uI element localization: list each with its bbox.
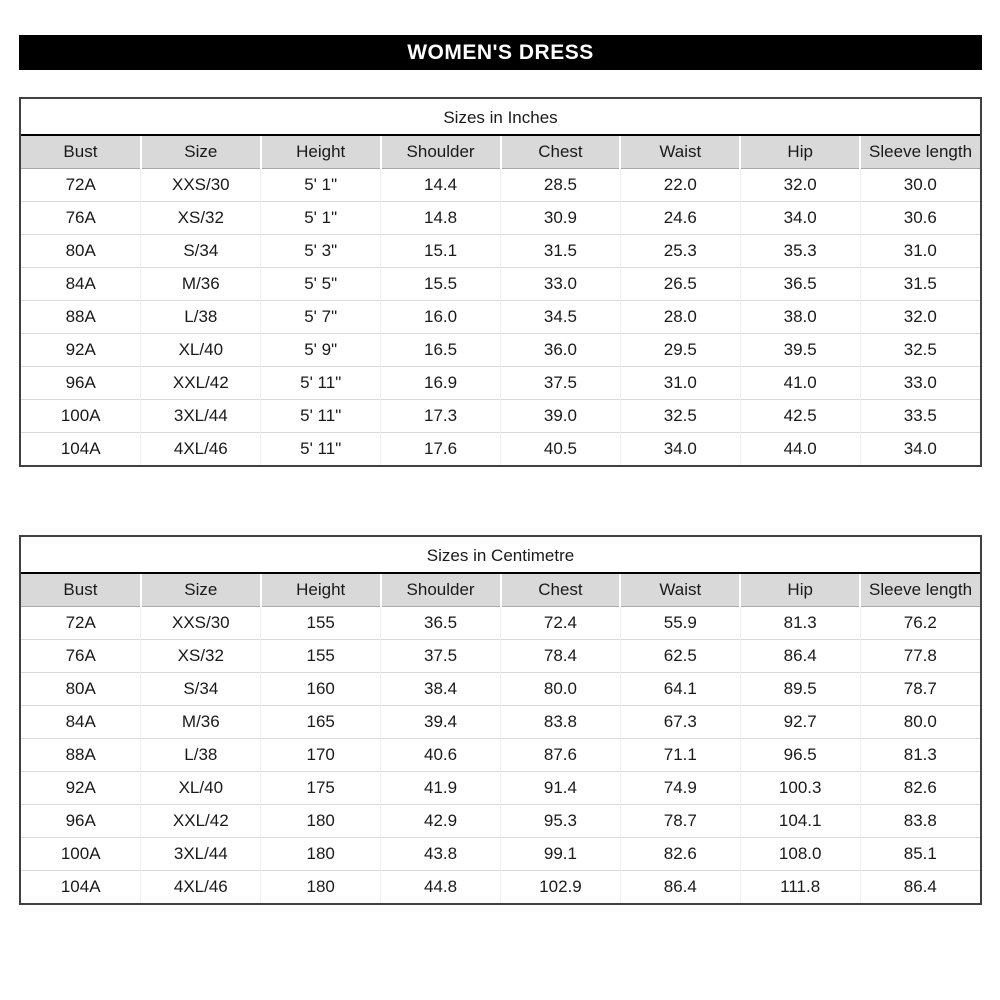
table-cell-shoulder: 38.4 [381, 672, 501, 705]
table-cell-shoulder: 44.8 [381, 870, 501, 903]
table-cell-chest: 40.5 [501, 432, 621, 465]
table-cell-height: 165 [261, 705, 381, 738]
table-cell-hip: 92.7 [740, 705, 860, 738]
table-cell-size: 3XL/44 [141, 399, 261, 432]
table-cell-chest: 36.0 [501, 333, 621, 366]
table-cell-shoulder: 16.9 [381, 366, 501, 399]
table-cell-bust: 104A [21, 870, 141, 903]
table-cell-bust: 96A [21, 804, 141, 837]
table-cell-sleeve-length: 32.0 [860, 300, 980, 333]
table-cell-shoulder: 17.6 [381, 432, 501, 465]
table-cell-waist: 24.6 [620, 201, 740, 234]
column-header-bust: Bust [21, 136, 141, 168]
table-cell-chest: 91.4 [501, 771, 621, 804]
table-cell-height: 5' 11" [261, 399, 381, 432]
table-row [21, 738, 980, 771]
table-cell-size: 3XL/44 [141, 837, 261, 870]
table-cell-height: 5' 3" [261, 234, 381, 267]
table-row [21, 432, 980, 465]
table-cell-sleeve-length: 34.0 [860, 432, 980, 465]
table-cell-waist: 25.3 [620, 234, 740, 267]
table-cell-height: 5' 1" [261, 201, 381, 234]
table-cell-hip: 89.5 [740, 672, 860, 705]
table-cell-bust: 76A [21, 201, 141, 234]
table-cell-hip: 111.8 [740, 870, 860, 903]
column-header-size: Size [141, 574, 261, 606]
table-cell-height: 180 [261, 837, 381, 870]
table-cell-sleeve-length: 31.5 [860, 267, 980, 300]
table-cell-size: XXS/30 [141, 606, 261, 639]
table-cell-shoulder: 16.5 [381, 333, 501, 366]
table-cell-hip: 81.3 [740, 606, 860, 639]
table-cell-chest: 37.5 [501, 366, 621, 399]
table-cell-hip: 39.5 [740, 333, 860, 366]
table-cell-size: XL/40 [141, 333, 261, 366]
column-header-shoulder: Shoulder [381, 136, 501, 168]
table-row [21, 267, 980, 300]
page-title: WOMEN'S DRESS [407, 40, 594, 64]
table-row [21, 837, 980, 870]
table-cell-chest: 39.0 [501, 399, 621, 432]
table-row [21, 366, 980, 399]
table-cell-bust: 92A [21, 333, 141, 366]
table-cell-height: 175 [261, 771, 381, 804]
table-cell-waist: 74.9 [620, 771, 740, 804]
table-row [21, 201, 980, 234]
table-cell-sleeve-length: 85.1 [860, 837, 980, 870]
table-cell-size: L/38 [141, 300, 261, 333]
table-row [21, 234, 980, 267]
table-cell-sleeve-length: 86.4 [860, 870, 980, 903]
table-cell-hip: 42.5 [740, 399, 860, 432]
table-cell-chest: 72.4 [501, 606, 621, 639]
table-cell-chest: 28.5 [501, 168, 621, 201]
table-cell-hip: 44.0 [740, 432, 860, 465]
column-header-size: Size [141, 136, 261, 168]
column-header-bust: Bust [21, 574, 141, 606]
table-cell-hip: 32.0 [740, 168, 860, 201]
table-cell-sleeve-length: 82.6 [860, 771, 980, 804]
table-row [21, 606, 980, 639]
table-cell-shoulder: 15.5 [381, 267, 501, 300]
table-cell-height: 160 [261, 672, 381, 705]
table-cell-shoulder: 15.1 [381, 234, 501, 267]
table-cell-chest: 102.9 [501, 870, 621, 903]
table-row [21, 333, 980, 366]
table-cell-sleeve-length: 76.2 [860, 606, 980, 639]
table-row [21, 771, 980, 804]
table-cell-chest: 31.5 [501, 234, 621, 267]
column-header-chest: Chest [501, 574, 621, 606]
table-cell-sleeve-length: 30.6 [860, 201, 980, 234]
table-cell-chest: 87.6 [501, 738, 621, 771]
column-header-hip: Hip [740, 136, 860, 168]
table-cell-sleeve-length: 32.5 [860, 333, 980, 366]
table-cell-hip: 96.5 [740, 738, 860, 771]
table-cell-sleeve-length: 81.3 [860, 738, 980, 771]
table-cell-bust: 88A [21, 300, 141, 333]
table-cell-height: 170 [261, 738, 381, 771]
table-cell-size: M/36 [141, 705, 261, 738]
table-cell-size: S/34 [141, 672, 261, 705]
table-cell-shoulder: 41.9 [381, 771, 501, 804]
column-header-shoulder: Shoulder [381, 574, 501, 606]
table-cell-height: 5' 11" [261, 366, 381, 399]
table-sizes-in-inches [19, 97, 982, 467]
table-cell-bust: 76A [21, 639, 141, 672]
column-header-row [21, 574, 980, 606]
table-cell-shoulder: 16.0 [381, 300, 501, 333]
table-cell-height: 155 [261, 606, 381, 639]
table-cell-waist: 78.7 [620, 804, 740, 837]
table-cell-sleeve-length: 33.0 [860, 366, 980, 399]
table-cell-height: 5' 1" [261, 168, 381, 201]
table-cell-hip: 38.0 [740, 300, 860, 333]
table-cell-sleeve-length: 30.0 [860, 168, 980, 201]
table-cell-size: XXL/42 [141, 804, 261, 837]
table-cell-height: 180 [261, 870, 381, 903]
table-cell-size: XXL/42 [141, 366, 261, 399]
table-cell-bust: 96A [21, 366, 141, 399]
table-cell-hip: 100.3 [740, 771, 860, 804]
table-cell-bust: 84A [21, 267, 141, 300]
table-row [21, 300, 980, 333]
column-header-sleeve-length: Sleeve length [860, 136, 980, 168]
column-header-waist: Waist [620, 574, 740, 606]
table-cell-waist: 67.3 [620, 705, 740, 738]
table-cell-hip: 36.5 [740, 267, 860, 300]
table-cell-size: XL/40 [141, 771, 261, 804]
table-cell-chest: 80.0 [501, 672, 621, 705]
table-cell-bust: 80A [21, 234, 141, 267]
table-cell-waist: 28.0 [620, 300, 740, 333]
column-header-chest: Chest [501, 136, 621, 168]
table-cell-size: XS/32 [141, 639, 261, 672]
table-cell-bust: 88A [21, 738, 141, 771]
table-cell-bust: 100A [21, 399, 141, 432]
table-row [21, 168, 980, 201]
table-row [21, 870, 980, 903]
column-header-height: Height [261, 136, 381, 168]
table-cell-hip: 86.4 [740, 639, 860, 672]
table-cell-hip: 108.0 [740, 837, 860, 870]
table-cell-bust: 72A [65, 612, 96, 632]
table-row [21, 804, 980, 837]
table-cell-chest: 78.4 [501, 639, 621, 672]
table-cell-height: 5' 5" [261, 267, 381, 300]
centimetre-table [21, 574, 980, 903]
table-cell-size: 4XL/46 [141, 432, 261, 465]
column-header-height: Height [261, 574, 381, 606]
table-cell-height: 155 [261, 639, 381, 672]
table-cell-shoulder: 39.4 [381, 705, 501, 738]
table-cell-hip: 104.1 [740, 804, 860, 837]
table-cell-shoulder: 36.5 [381, 606, 501, 639]
table-cell-waist: 82.6 [620, 837, 740, 870]
table-cell-shoulder: 42.9 [381, 804, 501, 837]
table-cell-waist: 86.4 [620, 870, 740, 903]
table-cell-sleeve-length: 83.8 [860, 804, 980, 837]
table-cell-sleeve-length: 80.0 [860, 705, 980, 738]
column-header-row [21, 136, 980, 168]
table-cell-chest: 30.9 [501, 201, 621, 234]
table-cell-hip: 35.3 [740, 234, 860, 267]
table-cell-chest: 34.5 [501, 300, 621, 333]
table-cell-sleeve-length: 77.8 [860, 639, 980, 672]
table-cell-waist: 64.1 [620, 672, 740, 705]
table-cell-bust: 72A [65, 174, 96, 194]
table-cell-hip: 34.0 [740, 201, 860, 234]
table-cell-shoulder: 17.3 [381, 399, 501, 432]
title-bar [19, 35, 982, 70]
table-cell-waist: 26.5 [620, 267, 740, 300]
table-cell-hip: 41.0 [740, 366, 860, 399]
table-title-inches: Sizes in Inches [21, 99, 980, 136]
column-header-sleeve-length: Sleeve length [860, 574, 980, 606]
table-cell-size: XXS/30 [141, 168, 261, 201]
table-cell-waist: 55.9 [620, 606, 740, 639]
table-cell-waist: 29.5 [620, 333, 740, 366]
table-cell-chest: 95.3 [501, 804, 621, 837]
table-row [21, 399, 980, 432]
table-cell-height: 180 [261, 804, 381, 837]
table-cell-size: M/36 [141, 267, 261, 300]
column-header-waist: Waist [620, 136, 740, 168]
table-cell-sleeve-length: 78.7 [860, 672, 980, 705]
table-cell-bust: 100A [21, 837, 141, 870]
table-row [21, 639, 980, 672]
table-row [21, 672, 980, 705]
table-cell-bust: 80A [21, 672, 141, 705]
table-cell-shoulder: 37.5 [381, 639, 501, 672]
table-cell-waist: 71.1 [620, 738, 740, 771]
table-cell-waist: 62.5 [620, 639, 740, 672]
column-header-hip: Hip [740, 574, 860, 606]
table-cell-bust: 104A [21, 432, 141, 465]
table-row [21, 705, 980, 738]
table-cell-shoulder: 40.6 [381, 738, 501, 771]
table-cell-size: 4XL/46 [141, 870, 261, 903]
inches-table [21, 136, 980, 465]
table-cell-height: 5' 9" [261, 333, 381, 366]
table-cell-shoulder: 14.4 [381, 168, 501, 201]
table-cell-waist: 31.0 [620, 366, 740, 399]
table-cell-waist: 34.0 [620, 432, 740, 465]
table-cell-sleeve-length: 33.5 [860, 399, 980, 432]
table-cell-shoulder: 14.8 [381, 201, 501, 234]
table-sizes-in-centimetre [19, 535, 982, 905]
table-cell-chest: 99.1 [501, 837, 621, 870]
table-cell-shoulder: 43.8 [381, 837, 501, 870]
table-cell-sleeve-length: 31.0 [860, 234, 980, 267]
table-cell-waist: 32.5 [620, 399, 740, 432]
table-cell-chest: 83.8 [501, 705, 621, 738]
table-cell-height: 5' 11" [261, 432, 381, 465]
table-title-centimetre: Sizes in Centimetre [21, 537, 980, 574]
table-cell-size: L/38 [141, 738, 261, 771]
table-cell-size: S/34 [141, 234, 261, 267]
table-cell-size: XS/32 [141, 201, 261, 234]
table-cell-bust: 84A [21, 705, 141, 738]
table-cell-bust: 92A [21, 771, 141, 804]
table-cell-height: 5' 7" [261, 300, 381, 333]
table-cell-waist: 22.0 [620, 168, 740, 201]
table-cell-chest: 33.0 [501, 267, 621, 300]
